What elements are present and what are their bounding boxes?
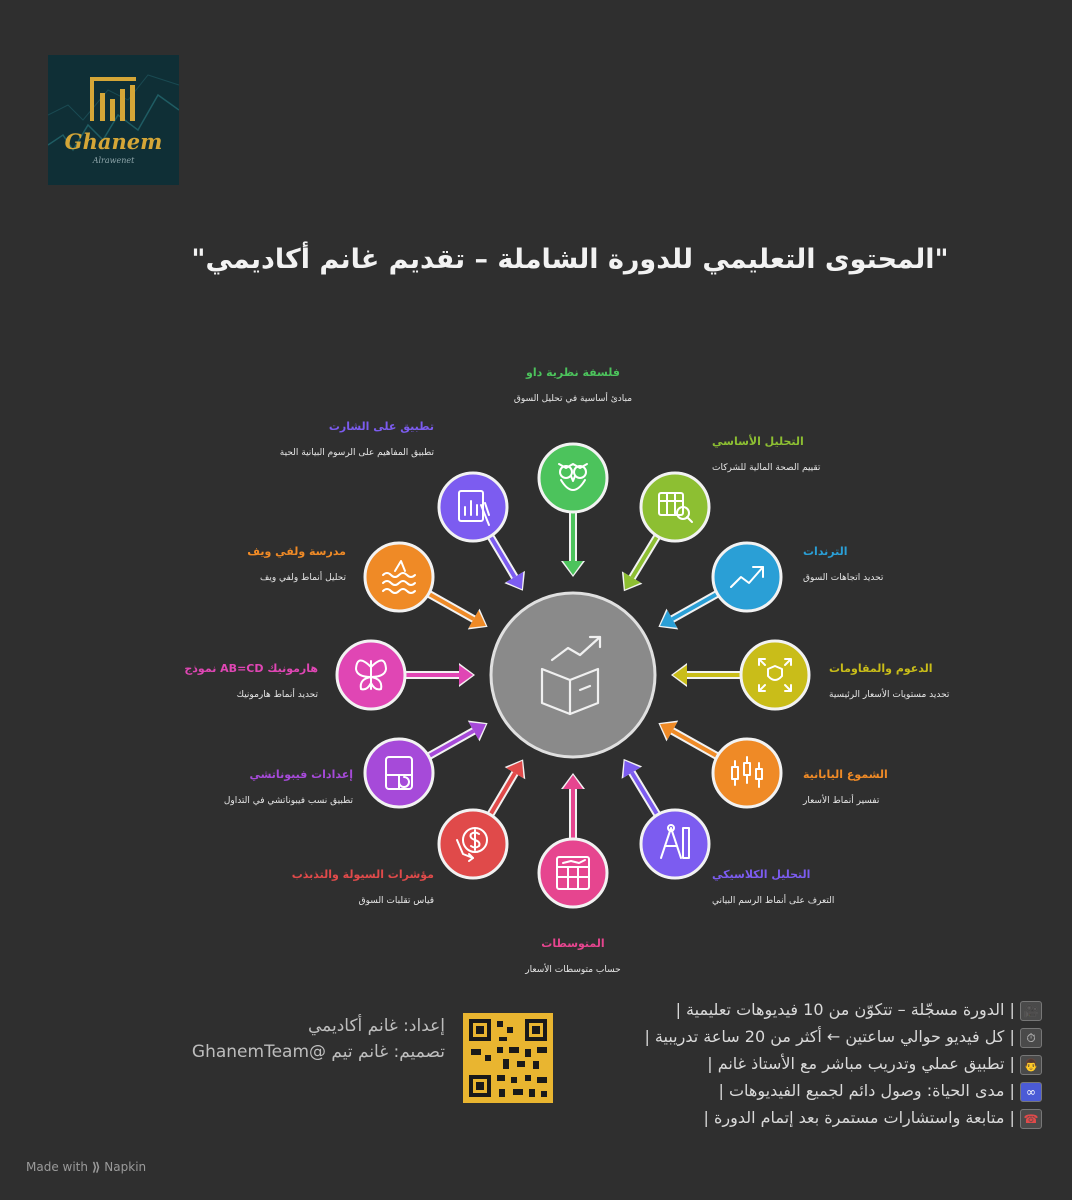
- topic-node-harmonic: [337, 641, 405, 709]
- topic-label-candles: [803, 768, 923, 808]
- topic-label-ma: [493, 937, 653, 977]
- topic-desc: حساب متوسطات الأسعار: [525, 965, 621, 975]
- arrow-trends: [658, 592, 720, 630]
- topic-label-sr: [829, 662, 989, 702]
- feature-list: [560, 996, 1042, 1131]
- topic-desc: التعرف على أنماط الرسم البياني: [712, 896, 835, 906]
- topic-title: فلسفة نظرية داو: [526, 366, 620, 379]
- credit-design: تصميم: غانم تيم @GhanemTeam: [191, 1042, 445, 1062]
- topic-label-trends: [803, 545, 923, 585]
- topic-desc: قياس تقلبات السوق: [358, 896, 434, 906]
- arrow-liquidity: [488, 759, 525, 818]
- topic-label-dow: [493, 366, 653, 406]
- logo-subtitle: Alrawenet: [92, 156, 135, 165]
- topic-desc: مبادئ أساسية في تحليل السوق: [513, 394, 633, 404]
- topic-title: مؤشرات السيولة والتذبذب: [291, 868, 434, 881]
- arrow-harmonic: [401, 663, 475, 687]
- topic-desc: تحديد أنماط هارمونيك: [236, 690, 318, 700]
- topic-label-classic: [712, 868, 862, 908]
- logo-brand: Ghanem: [64, 129, 163, 154]
- topic-title: الشموع اليابانية: [803, 768, 888, 781]
- topic-node-dow: [539, 444, 607, 512]
- topic-node-trends: [713, 543, 781, 611]
- feature-text: | متابعة واستشارات مستمرة بعد إتمام الدورة |: [703, 1108, 1015, 1127]
- topic-node-fib: [365, 739, 433, 807]
- topic-node-liquidity: [439, 810, 507, 878]
- feature-item: [560, 1050, 1042, 1077]
- feature-item: [560, 1023, 1042, 1050]
- made-with-footer[interactable]: [26, 1160, 146, 1174]
- topic-label-liquidity: [284, 868, 434, 908]
- feature-text: | مدى الحياة: وصول دائم لجميع الفيديوهات |: [718, 1081, 1015, 1100]
- topic-title: التحليل الأساسي: [712, 435, 804, 448]
- topic-desc: تحديد مستويات الأسعار الرئيسية: [829, 690, 950, 700]
- topic-node-chart: [439, 473, 507, 541]
- phone-icon: ☎: [1020, 1109, 1042, 1129]
- credit-prepared: إعداد: غانم أكاديمي: [307, 1016, 445, 1036]
- credits: [150, 1013, 445, 1065]
- stopwatch-icon: ⏱: [1020, 1028, 1042, 1048]
- made-with-brand: Napkin: [104, 1160, 147, 1174]
- topic-title: هارمونيك AB=CD نموذج: [184, 662, 318, 675]
- topic-label-elliott: [210, 545, 346, 585]
- napkin-logo-icon: ⟫: [91, 1160, 101, 1174]
- topic-label-chart: [274, 420, 434, 460]
- arrow-ma: [561, 773, 585, 843]
- topic-label-fib: [213, 768, 353, 808]
- topic-node-sr: [741, 641, 809, 709]
- topic-title: التحليل الكلاسيكي: [712, 868, 811, 881]
- arrow-classic: [622, 759, 660, 818]
- qr-pattern-icon: [463, 1013, 553, 1103]
- topic-label-harmonic: [150, 662, 318, 702]
- topic-node-fundamental: [641, 473, 709, 541]
- made-with-label: Made with: [26, 1160, 88, 1174]
- page-title: "المحتوى التعليمي للدورة الشاملة – تقديم غانم أكاديمي": [191, 244, 949, 275]
- feature-text: | الدورة مسجّلة – تتكوّن من 10 فيديوهات تعليمية |: [675, 1000, 1015, 1019]
- feature-text: | تطبيق عملي وتدريب مباشر مع الأستاذ غانم |: [707, 1054, 1015, 1073]
- arrow-chart: [488, 533, 525, 591]
- topic-node-classic: [641, 810, 709, 878]
- topic-title: إعدادات فيبوناتشي: [249, 768, 353, 781]
- arrow-candles: [658, 720, 720, 758]
- topic-title: المتوسطات: [541, 937, 605, 950]
- topic-desc: تحليل أنماط ولفي ويف: [260, 573, 346, 583]
- topic-node-elliott: [365, 543, 433, 611]
- center-hub: [491, 593, 655, 757]
- camera-icon: 🎥: [1020, 1001, 1042, 1021]
- arrow-sr: [671, 663, 745, 687]
- topic-title: تطبيق على الشارت: [328, 420, 434, 433]
- topic-desc: تقييم الصحة المالية للشركات: [712, 463, 821, 473]
- topic-desc: تحديد اتجاهات السوق: [803, 573, 884, 583]
- topic-desc: تفسير أنماط الأسعار: [803, 796, 880, 806]
- topic-desc: تطبيق نسب فيبوناتشي في التداول: [223, 796, 353, 806]
- topic-label-fundamental: [712, 435, 862, 475]
- topic-title: الترندات: [803, 545, 848, 558]
- arrow-fundamental: [622, 533, 660, 592]
- feature-item: [560, 1077, 1042, 1104]
- feature-item: [560, 996, 1042, 1023]
- feature-text: | كل فيديو حوالي ساعتين ← أكثر من 20 ساعة تدريبية |: [644, 1027, 1015, 1046]
- qr-code[interactable]: [463, 1013, 553, 1103]
- arrow-fib: [425, 720, 487, 758]
- topic-title: مدرسة ولفي ويف: [247, 545, 346, 558]
- topic-desc: تطبيق المفاهيم على الرسوم البيانية الحية: [279, 448, 434, 458]
- infinity-icon: ∞: [1020, 1082, 1042, 1102]
- topic-node-candles: [713, 739, 781, 807]
- topic-node-ma: [539, 839, 607, 907]
- arrow-elliott: [425, 592, 487, 630]
- teacher-icon: 👨: [1020, 1055, 1042, 1075]
- topic-title: الدعوم والمقاومات: [829, 662, 933, 675]
- arrow-dow: [561, 508, 585, 577]
- feature-item: [560, 1104, 1042, 1131]
